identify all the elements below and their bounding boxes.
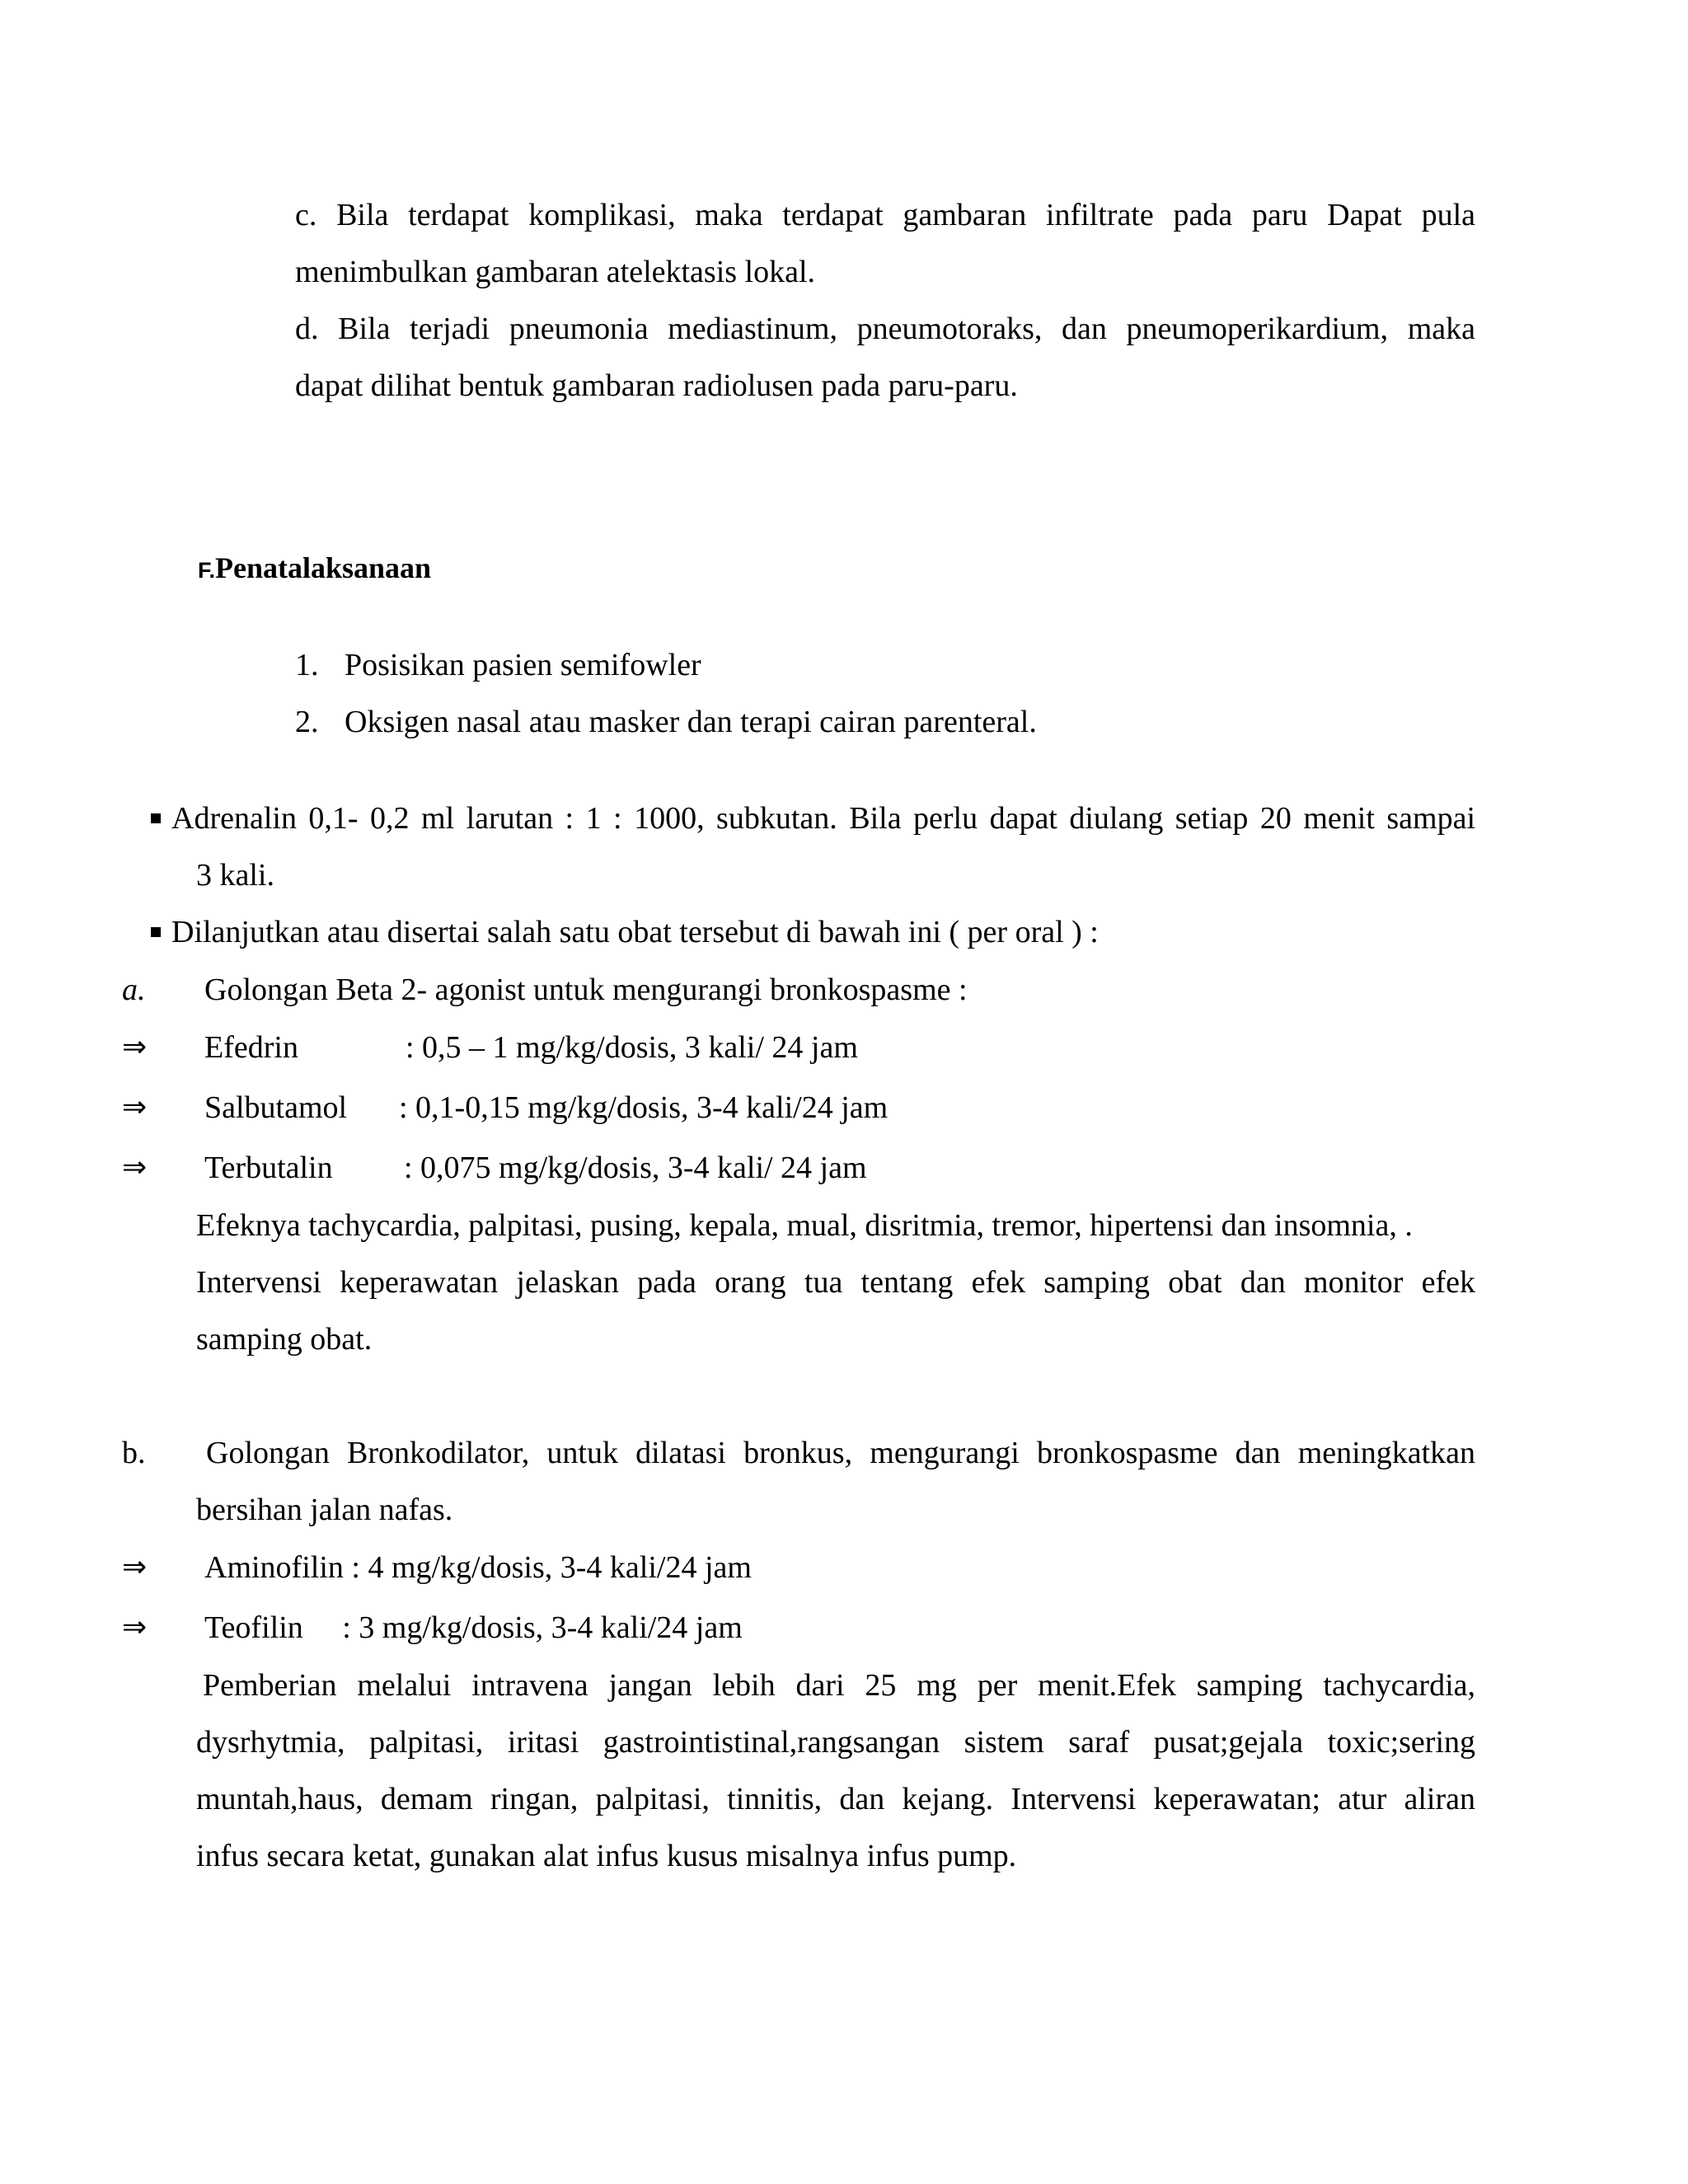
group-b-note-line3: muntah,haus, demam ringan, palpitasi, tinnitis, dan kejang. Intervensi keperawatan; atur aliran — [196, 1782, 1475, 1816]
item-d-line2: dapat dilihat bentuk gambaran radiolusen pada paru-paru. — [295, 368, 1018, 403]
numbered-2-num: 2. — [295, 705, 319, 739]
drug-name-terbutalin: Terbutalin — [204, 1151, 333, 1185]
numbered-1-text: Posisikan pasien semifowler — [345, 648, 701, 682]
section-heading — [198, 549, 431, 589]
arrow-icon: ⇒ — [122, 1151, 148, 1184]
section-prefix: F. — [198, 558, 216, 583]
group-a-note-line1: Efeknya tachycardia, palpitasi, pusing, kepala, mual, disritmia, tremor, hipertensi dan insomnia, . — [196, 1208, 1413, 1243]
group-a-note-line3: samping obat. — [196, 1322, 373, 1357]
group-a-note-line2: Intervensi keperawatan jelaskan pada orang tua tentang efek samping obat dan monitor efek — [196, 1265, 1475, 1300]
arrow-icon: ⇒ — [122, 1610, 148, 1644]
group-b-label: b. — [122, 1436, 146, 1470]
item-c-line1: c. Bila terdapat komplikasi, maka terdapat gambaran infiltrate pada paru Dapat pula — [295, 198, 1475, 232]
square-bullet-icon — [151, 813, 161, 823]
group-b-note-line1: Pemberian melalui intravena jangan lebih dari 25 mg per menit.Efek samping tachycardia, — [203, 1668, 1475, 1703]
arrow-icon: ⇒ — [122, 1090, 148, 1124]
group-a-label: a. — [122, 972, 146, 1007]
section-title: Penatalaksanaan — [215, 551, 432, 584]
item-d-line1: d. Bila terjadi pneumonia mediastinum, pneumotoraks, dan pneumoperikardium, maka — [295, 312, 1475, 346]
drug-name-efedrin: Efedrin — [204, 1030, 298, 1065]
bullet-1-line2: 3 kali. — [196, 858, 274, 893]
drug-teofilin: Teofilin : 3 mg/kg/dosis, 3-4 kali/24 jam — [204, 1610, 743, 1645]
drug-dose-efedrin: : 0,5 – 1 mg/kg/dosis, 3 kali/ 24 jam — [406, 1030, 858, 1065]
bullet-2-text: Dilanjutkan atau disertai salah satu obat tersebut di bawah ini ( per oral ) : — [171, 915, 1099, 949]
drug-dose-terbutalin: : 0,075 mg/kg/dosis, 3-4 kali/ 24 jam — [404, 1151, 867, 1185]
group-a-title: Golongan Beta 2- agonist untuk mengurangi bronkospasme : — [204, 972, 968, 1007]
group-b-note-line2: dysrhytmia, palpitasi, iritasi gastrointistinal,rangsangan sistem saraf pusat;gejala toxic;sering — [196, 1725, 1475, 1760]
item-c-line2: menimbulkan gambaran atelektasis lokal. — [295, 255, 816, 289]
numbered-2-text: Oksigen nasal atau masker dan terapi cairan parenteral. — [345, 705, 1037, 739]
group-b-title-line2: bersihan jalan nafas. — [196, 1493, 453, 1527]
bullet-1-line1: Adrenalin 0,1- 0,2 ml larutan : 1 : 1000, subkutan. Bila perlu dapat diulang setiap 20 menit sampai — [171, 801, 1475, 836]
drug-name-salbutamol: Salbutamol — [204, 1090, 348, 1125]
numbered-1-num: 1. — [295, 648, 319, 682]
group-b-note-line4: infus secara ketat, gunakan alat infus kusus misalnya infus pump. — [196, 1839, 1017, 1873]
drug-dose-salbutamol: : 0,1-0,15 mg/kg/dosis, 3-4 kali/24 jam — [399, 1090, 889, 1125]
arrow-icon: ⇒ — [122, 1550, 148, 1584]
group-b-title-line1: Golongan Bronkodilator, untuk dilatasi bronkus, mengurangi bronkospasme dan meningkatkan — [206, 1436, 1475, 1470]
drug-aminofilin: Aminofilin : 4 mg/kg/dosis, 3-4 kali/24 jam — [204, 1550, 752, 1585]
arrow-icon: ⇒ — [122, 1030, 148, 1064]
square-bullet-icon — [151, 927, 161, 937]
